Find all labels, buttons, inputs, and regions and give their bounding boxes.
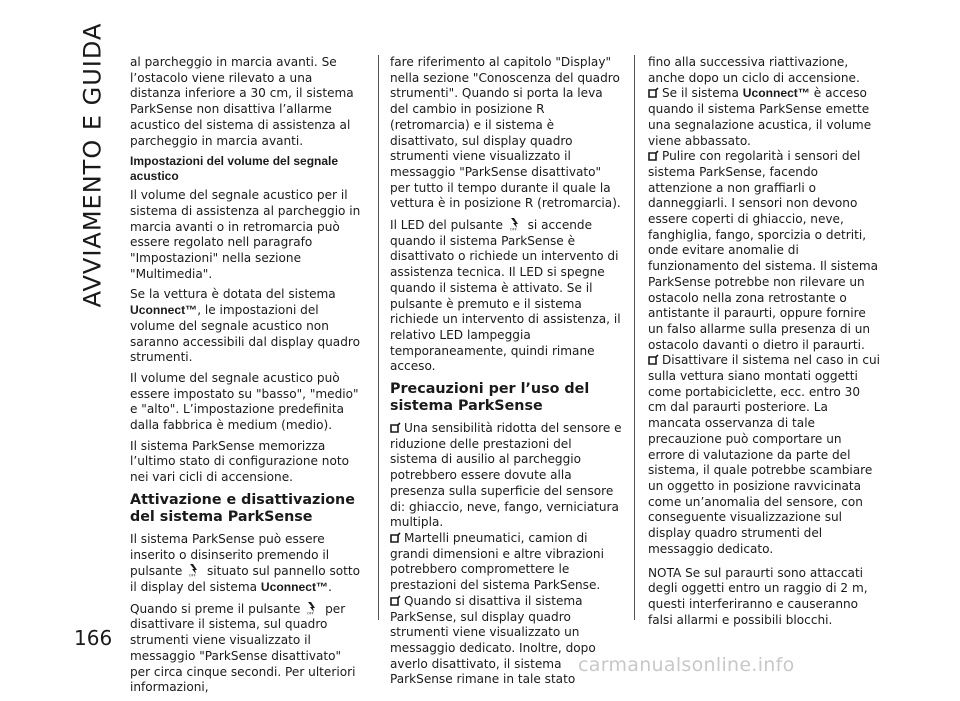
svg-text:OFF: OFF [509,227,517,232]
column-divider [634,55,635,620]
paragraph: Il LED del pulsante OFF si accende quando il sistema ParkSense è disattivato o richiede un intervento di assistenza tecnica. Il LED si spegne quando il sistema è attivato. Se il pulsante è premuto e il sistema richiede un intervento di assistenza, il relativo LED lampeggia temporaneamente, quindi rimane acceso. [390,218,621,374]
list-item: Quando si disattiva il sistema ParkSense, sul display quadro strumenti viene visualizzato un messaggio dedicato. Inoltre, dopo averlo disattivato, il sistema ParkSense rimane in tale stato [390,593,596,687]
paragraph: Se la vettura è dotata del sistema Uconnect™, le impostazioni del volume del segnale acustico non saranno accessibili dal display quadro strumenti. [130,287,360,365]
paragraph: Il volume del segnale acustico può essere impostato su "basso", "medio" e "alto". L’impostazione predefinita dalla fabbrica è medium (medio). [130,370,359,433]
section-tab [72,22,112,308]
watermark: carmanualsonline.info [578,654,795,676]
list-item: Se il sistema Uconnect™ è acceso quando il sistema ParkSense emette una segnalazione acustica, il volume viene abbassato. [648,86,872,148]
bullet-square-icon [648,354,659,365]
bullet-square-icon [648,87,659,98]
bullet-square-icon [648,150,659,161]
section-title: AVVIAMENTO E GUIDA [78,22,107,308]
column-2 [390,55,622,688]
subheading-volume: Impostazioni del volume del segnale acustico [130,154,339,184]
column-3 [648,55,880,633]
svg-text:OFF: OFF [307,611,315,615]
paragraph: Il sistema ParkSense può essere inserito o disinserito premendo il pulsante OFF situato sul pannello sotto il display del sistema Uconnect™. [130,531,361,594]
note: NOTA Se sul paraurti sono attaccati degli oggetti entro un raggio di 2 m, questi interferiranno e causeranno falsi allarmi e possibili blocchi. [648,565,868,627]
list-item: Martelli pneumatici, camion di grandi dimensioni e altre vibrazioni potrebbero compromettere le prestazioni del sistema ParkSense. [390,530,604,593]
page-number: 166 [74,626,113,650]
svg-text:OFF: OFF [189,573,196,578]
list-item: Una sensibilità ridotta del sensore e riduzione delle prestazioni del sistema di ausilio al parcheggio potrebbero essere dovute alla presenza sulla superficie del sensore di: ghiaccio, neve, fango, verniciatura multipla. [390,421,622,530]
uconnect-brand: Uconnect™ [130,303,198,318]
bullet-square-icon [390,422,401,433]
bullet-square-icon [390,595,401,606]
bullet-square-icon [390,532,401,543]
paragraph: al parcheggio in marcia avanti. Se l’ostacolo viene rilevato a una distanza inferiore a 30 cm, il sistema ParkSense non disattiva l’allarme acustico del sistema di assistenza al parcheggio in marcia avanti. [130,55,354,148]
parksense-button-icon [188,563,201,577]
paragraph: Il sistema ParkSense memorizza l’ultimo stato di configurazione noto nei vari cicli di accensione. [130,438,349,485]
column-divider [378,55,379,620]
column-1 [130,55,362,701]
paragraph: Il volume del segnale acustico per il sistema di assistenza al parcheggio in marcia avanti o in retromarcia può essere regolato nell paragrafo "Impostazioni" nella sezione "Multimedia". [130,188,361,281]
heading-attivazione: Attivazione e disattivazione del sistema ParkSense [130,491,355,525]
list-item: Disattivare il sistema nel caso in cui sulla vettura siano montati oggetti come portabiciclette, ecc. entro 30 cm dal paraurti posteriore. La mancata osservanza di tale precauzione può comportare un errore di valutazione da parte del sistema, il quale potrebbe scambiare un oggetto in posizione ravvicinata come un’anomalia del sensore, con conseguente visualizzazione sul display quadro strumenti del messaggio dedicato. [648,353,880,556]
uconnect-brand: Uconnect™ [742,86,810,101]
list-item: Pulire con regolarità i sensori del sistema ParkSense, facendo attenzione a non graffiarli o danneggiarli. I sensori non devono essere coperti di ghiaccio, neve, fanghiglia, fango, sporcizia o detriti, onde evitare anomalie di funzionamento del sistema. Il sistema ParkSense potrebbe non rilevare un ostacolo nella zona retrostante o antistante il paraurti, oppure fornire un falso allarme sulla presenza di un ostacolo davanti o dietro il paraurti. [648,149,879,352]
parksense-button-icon [509,217,522,231]
paragraph: Quando si preme il pulsante OFF per disattivare il sistema, sul quadro strumenti viene visualizzato il messaggio "ParkSense disattivato" per circa cinque secondi. Per ulteriori informazioni, [130,601,356,695]
parksense-button-icon [306,601,319,615]
uconnect-brand: Uconnect™ [260,579,329,594]
paragraph: fare riferimento al capitolo "Display" nella sezione "Conoscenza del quadro strumenti". Quando si porta la leva del cambio in posizione R (retromarcia) e il sistema è disattivato, sul display quadro strumenti viene visualizzato il messaggio "ParkSense disattivato" per tutto il tempo durante il quale la vettura è in posizione R (retromarcia). [390,55,621,211]
paragraph: fino alla successiva riattivazione, anche dopo un ciclo di accensione. [648,55,860,85]
heading-precauzioni: Precauzioni per l’uso del sistema ParkSense [390,381,590,415]
